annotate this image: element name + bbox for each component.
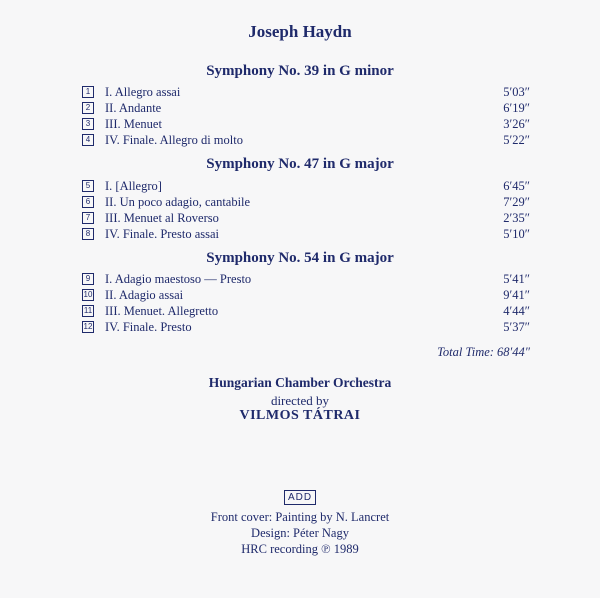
- track-row: [82, 84, 530, 100]
- symphony-title: Symphony No. 47 in G major: [206, 156, 394, 172]
- track-duration: 2′35″: [503, 211, 530, 225]
- orchestra-name: Hungarian Chamber Orchestra: [208, 375, 392, 390]
- track-number: 7: [82, 212, 94, 224]
- track-name: I. [Allegro]: [105, 179, 162, 193]
- track-row: [82, 132, 530, 148]
- track-row: [82, 271, 530, 287]
- track-duration: 3′26″: [503, 117, 530, 131]
- recording-credit: HRC recording ℗ 1989: [241, 542, 359, 556]
- track-duration: 5′10″: [503, 227, 530, 241]
- track-row: [82, 226, 530, 242]
- track-name: IV. Finale. Presto: [105, 320, 192, 334]
- add-badge-wrapper: [0, 487, 600, 505]
- track-row: [82, 287, 530, 303]
- track-number: 3: [82, 118, 94, 130]
- track-name: I. Allegro assai: [105, 85, 181, 99]
- track-row: [82, 319, 530, 335]
- track-duration: 5′41″: [503, 272, 530, 286]
- track-duration: 6′45″: [503, 179, 530, 193]
- track-name: II. Un poco adagio, cantabile: [105, 195, 251, 209]
- track-row: [82, 116, 530, 132]
- track-duration: 6′19″: [503, 101, 530, 115]
- track-duration: 5′37″: [503, 320, 530, 334]
- track-row: [82, 178, 530, 194]
- track-number: 9: [82, 273, 94, 285]
- track-duration: 5′22″: [503, 133, 530, 147]
- directed-by-label: directed by: [270, 393, 330, 408]
- track-duration: 9′41″: [503, 288, 530, 302]
- track-number: 12: [83, 322, 93, 331]
- track-number: 1: [82, 86, 94, 98]
- total-time: Total Time: 68′44″: [437, 345, 530, 359]
- track-row: [82, 303, 530, 319]
- track-row: [82, 194, 530, 210]
- track-duration: 4′44″: [503, 304, 530, 318]
- track-row: [82, 210, 530, 226]
- conductor-name: VILMOS TÁTRAI: [239, 408, 361, 423]
- track-duration: 5′03″: [503, 85, 530, 99]
- track-number: 8: [82, 228, 94, 240]
- track-duration: 7′29″: [503, 195, 530, 209]
- track-number: 5: [82, 180, 94, 192]
- design-credit: Design: Péter Nagy: [251, 526, 349, 540]
- track-row: [82, 100, 530, 116]
- track-name: II. Adagio assai: [105, 288, 184, 302]
- track-number: 11: [83, 306, 93, 315]
- track-name: III. Menuet: [105, 117, 162, 131]
- symphony-title: Symphony No. 54 in G major: [206, 250, 394, 266]
- symphony-title: Symphony No. 39 in G minor: [206, 63, 394, 79]
- track-name: IV. Finale. Presto assai: [105, 227, 219, 241]
- track-number: 10: [83, 290, 93, 299]
- track-name: I. Adagio maestoso — Presto: [105, 272, 252, 286]
- add-recording-badge: ADD: [284, 490, 316, 505]
- track-number: 6: [82, 196, 94, 208]
- track-number: 4: [82, 134, 94, 146]
- cover-credit: Front cover: Painting by N. Lancret: [210, 510, 390, 524]
- track-name: III. Menuet. Allegretto: [105, 304, 219, 318]
- track-name: IV. Finale. Allegro di molto: [105, 133, 243, 147]
- track-number: 2: [82, 102, 94, 114]
- composer-name: Joseph Haydn: [248, 22, 352, 41]
- track-name: II. Andante: [105, 101, 162, 115]
- track-name: III. Menuet al Roverso: [105, 211, 219, 225]
